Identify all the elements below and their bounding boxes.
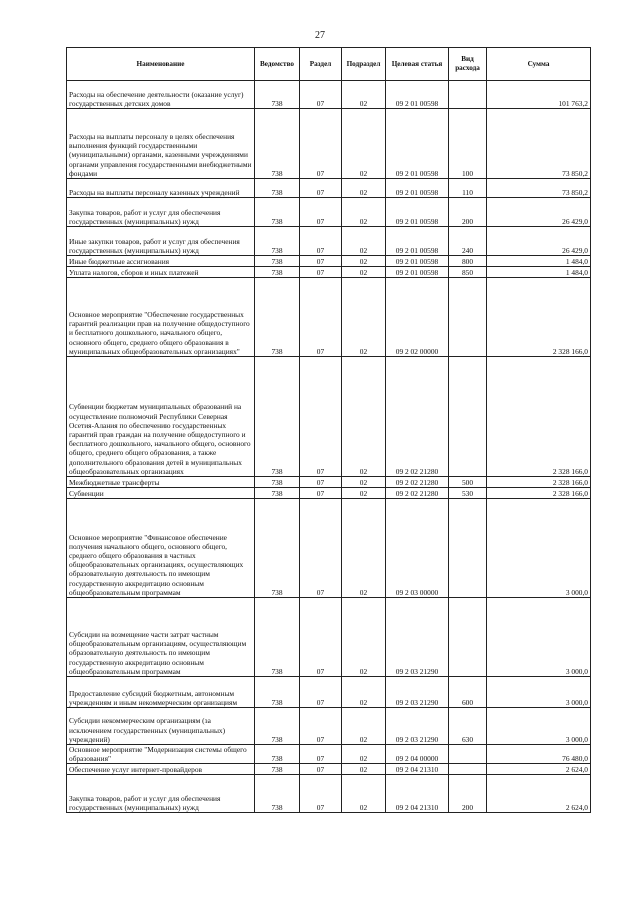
cell-vid: 110 — [449, 179, 487, 198]
cell-name: Уплата налогов, сборов и иных платежей — [67, 267, 255, 278]
budget-table — [66, 47, 591, 813]
cell-cel: 09 2 03 21290 — [386, 598, 449, 677]
cell-name: Обеспечение услуг интернет-провайдеров — [67, 764, 255, 775]
cell-cel: 09 2 01 00598 — [386, 267, 449, 278]
cell-cel: 09 2 03 21290 — [386, 708, 449, 745]
cell-sum: 2 624,0 — [487, 764, 591, 775]
cell-cel: 09 2 02 21280 — [386, 477, 449, 488]
cell-ved: 738 — [255, 267, 300, 278]
header-name: Наименование — [67, 48, 255, 81]
cell-pod: 02 — [342, 357, 386, 477]
cell-name: Субвенции бюджетам муниципальных образований на осуществление полномочий Республики Северная Осетия-Алания по обеспечению государственных гарантий прав граждан на получение общедоступного и бесплатного дошкольного, начального общего, основного общего, среднего общего образования, а также дополнительного образования детей в муниципальных общеобразовательных организациях — [67, 357, 255, 477]
cell-name: Субсидии на возмещение части затрат частным общеобразовательным организациям, осуществляющим образовательную деятельность по имеющим государственную аккредитацию основным общеобразовательным программам — [67, 598, 255, 677]
table-row — [67, 708, 591, 745]
cell-raz: 07 — [300, 764, 342, 775]
cell-name: Основное мероприятие "Модернизация системы общего образования" — [67, 745, 255, 764]
table-row — [67, 499, 591, 598]
cell-vid: 200 — [449, 198, 487, 227]
cell-vid: 240 — [449, 227, 487, 256]
cell-name: Основное мероприятие "Обеспечение государственных гарантий реализации прав на получение общедоступного и бесплатного дошкольного, начального общего, основного общего, среднего общего образования в муниципальных общеобразовательных организациях" — [67, 278, 255, 357]
cell-sum: 2 328 166,0 — [487, 278, 591, 357]
cell-raz: 07 — [300, 598, 342, 677]
cell-pod: 02 — [342, 278, 386, 357]
cell-cel: 09 2 01 00598 — [386, 109, 449, 179]
cell-ved: 738 — [255, 708, 300, 745]
cell-cel: 09 2 02 21280 — [386, 357, 449, 477]
table-row — [67, 598, 591, 677]
cell-cel: 09 2 01 00598 — [386, 198, 449, 227]
cell-pod: 02 — [342, 598, 386, 677]
cell-pod: 02 — [342, 677, 386, 708]
cell-ved: 738 — [255, 677, 300, 708]
cell-ved: 738 — [255, 179, 300, 198]
cell-name: Субвенции — [67, 488, 255, 499]
cell-vid: 800 — [449, 256, 487, 267]
cell-name: Расходы на выплаты персоналу в целях обеспечения выполнения функций государственными (муниципальными) органами, казенными учреждениями органами управления государственными внебюджетными фондами — [67, 109, 255, 179]
cell-cel: 09 2 02 00000 — [386, 278, 449, 357]
table-row — [67, 764, 591, 775]
table-row — [67, 256, 591, 267]
cell-cel: 09 2 01 00598 — [386, 179, 449, 198]
cell-pod: 02 — [342, 708, 386, 745]
cell-cel: 09 2 04 00000 — [386, 745, 449, 764]
cell-name: Расходы на обеспечение деятельности (оказание услуг) государственных детских домов — [67, 81, 255, 109]
cell-cel: 09 2 02 21280 — [386, 488, 449, 499]
cell-cel: 09 2 01 00598 — [386, 256, 449, 267]
cell-ved: 738 — [255, 109, 300, 179]
cell-name: Межбюджетные трансферты — [67, 477, 255, 488]
cell-ved: 738 — [255, 81, 300, 109]
cell-raz: 07 — [300, 477, 342, 488]
cell-pod: 02 — [342, 745, 386, 764]
cell-pod: 02 — [342, 477, 386, 488]
cell-sum: 26 429,0 — [487, 227, 591, 256]
cell-pod: 02 — [342, 81, 386, 109]
cell-vid: 200 — [449, 775, 487, 813]
cell-raz: 07 — [300, 278, 342, 357]
cell-sum: 73 850,2 — [487, 179, 591, 198]
cell-sum: 73 850,2 — [487, 109, 591, 179]
table-row — [67, 267, 591, 278]
cell-vid — [449, 278, 487, 357]
table-row — [67, 278, 591, 357]
table-row — [67, 227, 591, 256]
cell-vid — [449, 745, 487, 764]
cell-ved: 738 — [255, 256, 300, 267]
cell-cel: 09 2 04 21310 — [386, 764, 449, 775]
cell-cel: 09 2 01 00598 — [386, 227, 449, 256]
cell-sum: 3 000,0 — [487, 499, 591, 598]
cell-ved: 738 — [255, 227, 300, 256]
table-row — [67, 745, 591, 764]
table-row — [67, 357, 591, 477]
table-row — [67, 109, 591, 179]
table-header-row — [67, 48, 591, 81]
header-vid: Вид расхода — [449, 48, 487, 81]
cell-name: Иные закупки товаров, работ и услуг для обеспечения государственных (муниципальных) нужд — [67, 227, 255, 256]
cell-sum: 26 429,0 — [487, 198, 591, 227]
cell-raz: 07 — [300, 179, 342, 198]
cell-vid — [449, 499, 487, 598]
header-razdel: Раздел — [300, 48, 342, 81]
cell-sum: 3 000,0 — [487, 598, 591, 677]
cell-name: Предоставление субсидий бюджетным, автономным учреждениям и иным некоммерческим организациям — [67, 677, 255, 708]
table-row — [67, 677, 591, 708]
table-row — [67, 775, 591, 813]
header-celevaya: Целевая статья — [386, 48, 449, 81]
cell-pod: 02 — [342, 227, 386, 256]
cell-raz: 07 — [300, 109, 342, 179]
cell-name: Расходы на выплаты персоналу казенных учреждений — [67, 179, 255, 198]
cell-cel: 09 2 03 00000 — [386, 499, 449, 598]
table-row — [67, 198, 591, 227]
cell-pod: 02 — [342, 109, 386, 179]
cell-raz: 07 — [300, 227, 342, 256]
cell-ved: 738 — [255, 477, 300, 488]
cell-sum: 2 328 166,0 — [487, 477, 591, 488]
cell-sum: 3 000,0 — [487, 677, 591, 708]
cell-raz: 07 — [300, 357, 342, 477]
cell-cel: 09 2 03 21290 — [386, 677, 449, 708]
cell-vid — [449, 598, 487, 677]
cell-cel: 09 2 04 21310 — [386, 775, 449, 813]
cell-sum: 76 480,0 — [487, 745, 591, 764]
cell-pod: 02 — [342, 488, 386, 499]
cell-sum: 2 624,0 — [487, 775, 591, 813]
table-row — [67, 488, 591, 499]
cell-name: Закупка товаров, работ и услуг для обеспечения государственных (муниципальных) нужд — [67, 198, 255, 227]
cell-raz: 07 — [300, 499, 342, 598]
cell-sum: 2 328 166,0 — [487, 357, 591, 477]
cell-name: Основное мероприятие "Финансовое обеспечение получения начального общего, основного общего, среднего общего образования в частных общеобразовательных организациях, осуществляющих образовательную деятельность по имеющим государственную аккредитацию основным общеобразовательным программам — [67, 499, 255, 598]
cell-ved: 738 — [255, 499, 300, 598]
cell-pod: 02 — [342, 764, 386, 775]
cell-cel: 09 2 01 00598 — [386, 81, 449, 109]
table-row — [67, 477, 591, 488]
cell-pod: 02 — [342, 267, 386, 278]
table-body — [67, 81, 591, 813]
cell-ved: 738 — [255, 775, 300, 813]
cell-vid: 500 — [449, 477, 487, 488]
table-row — [67, 81, 591, 109]
cell-pod: 02 — [342, 775, 386, 813]
cell-ved: 738 — [255, 488, 300, 499]
cell-ved: 738 — [255, 764, 300, 775]
cell-raz: 07 — [300, 198, 342, 227]
header-summa: Сумма — [487, 48, 591, 81]
cell-sum: 3 000,0 — [487, 708, 591, 745]
cell-vid — [449, 357, 487, 477]
cell-pod: 02 — [342, 198, 386, 227]
cell-name: Закупка товаров, работ и услуг для обеспечения государственных (муниципальных) нужд — [67, 775, 255, 813]
cell-raz: 07 — [300, 745, 342, 764]
cell-raz: 07 — [300, 256, 342, 267]
cell-raz: 07 — [300, 677, 342, 708]
cell-raz: 07 — [300, 488, 342, 499]
cell-vid: 530 — [449, 488, 487, 499]
cell-ved: 738 — [255, 198, 300, 227]
cell-ved: 738 — [255, 745, 300, 764]
cell-sum: 2 328 166,0 — [487, 488, 591, 499]
cell-ved: 738 — [255, 278, 300, 357]
table-row — [67, 179, 591, 198]
cell-pod: 02 — [342, 499, 386, 598]
cell-vid — [449, 764, 487, 775]
cell-vid: 100 — [449, 109, 487, 179]
header-vedomstvo: Ведомство — [255, 48, 300, 81]
cell-name: Иные бюджетные ассигнования — [67, 256, 255, 267]
page-number: 27 — [315, 30, 325, 41]
cell-ved: 738 — [255, 598, 300, 677]
cell-sum: 1 484,0 — [487, 267, 591, 278]
cell-vid: 630 — [449, 708, 487, 745]
cell-pod: 02 — [342, 256, 386, 267]
cell-sum: 101 763,2 — [487, 81, 591, 109]
cell-vid — [449, 81, 487, 109]
cell-raz: 07 — [300, 708, 342, 745]
cell-raz: 07 — [300, 81, 342, 109]
cell-raz: 07 — [300, 267, 342, 278]
cell-pod: 02 — [342, 179, 386, 198]
cell-raz: 07 — [300, 775, 342, 813]
cell-name: Субсидии некоммерческим организациям (за исключением государственных (муниципальных) учреждений) — [67, 708, 255, 745]
cell-sum: 1 484,0 — [487, 256, 591, 267]
header-podrazdel: Подраздел — [342, 48, 386, 81]
cell-vid: 600 — [449, 677, 487, 708]
cell-ved: 738 — [255, 357, 300, 477]
cell-vid: 850 — [449, 267, 487, 278]
